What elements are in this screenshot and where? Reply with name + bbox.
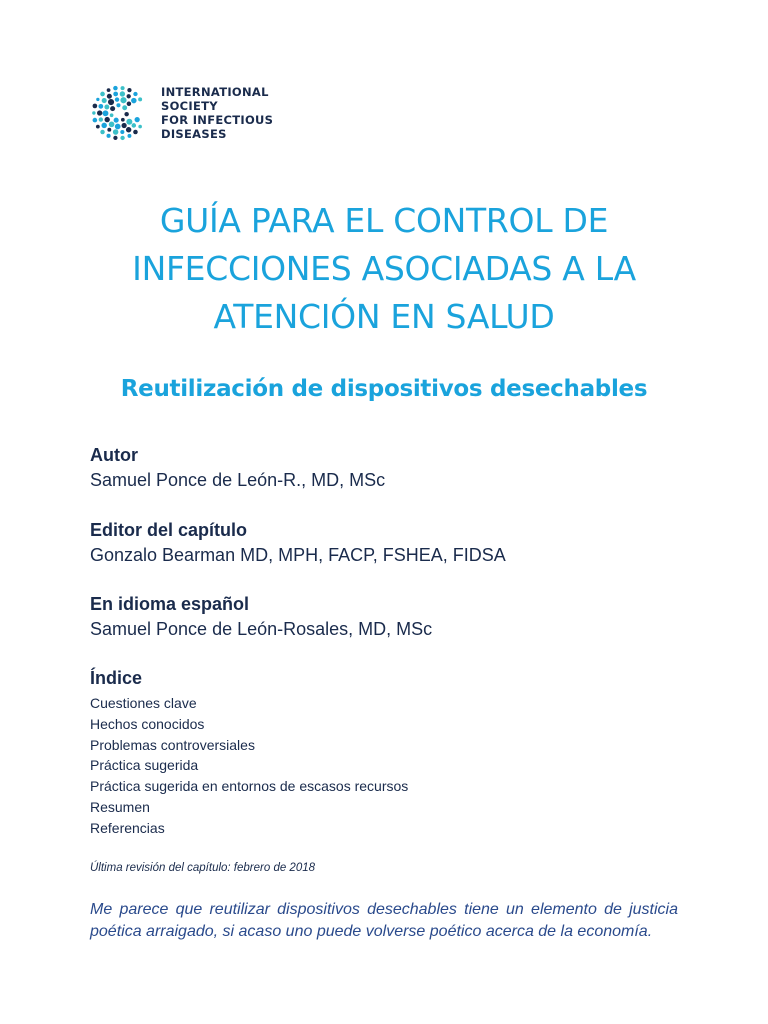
index-item: Problemas controversiales bbox=[90, 736, 255, 753]
logo-dot bbox=[122, 105, 127, 110]
spanish-value: Samuel Ponce de León-Rosales, MD, MSc bbox=[90, 619, 433, 639]
logo-dot bbox=[132, 123, 137, 128]
logo-dot bbox=[113, 136, 117, 140]
logo-dot bbox=[92, 111, 95, 114]
logo-dot bbox=[116, 103, 120, 107]
logo-dot bbox=[107, 128, 111, 132]
index-label: Índice bbox=[90, 668, 143, 688]
logo-dot bbox=[138, 125, 142, 129]
logo-dot bbox=[120, 136, 124, 140]
logo-dot bbox=[127, 102, 132, 107]
logo-dot bbox=[109, 122, 115, 128]
editor-value: Gonzalo Bearman MD, MPH, FACP, FSHEA, FIDSA bbox=[90, 545, 506, 565]
logo-dot bbox=[108, 99, 114, 105]
logo-dot bbox=[102, 110, 108, 116]
logo-dot bbox=[93, 104, 98, 109]
logo-dot bbox=[104, 105, 109, 110]
logo-dot bbox=[97, 110, 102, 115]
isid-dots-logo-icon bbox=[90, 84, 148, 142]
logo-dot bbox=[107, 94, 112, 99]
logo-dot bbox=[133, 92, 137, 96]
document-title bbox=[40, 197, 728, 341]
logo-dot bbox=[93, 118, 98, 123]
logo-dot bbox=[127, 88, 131, 92]
isid-logo bbox=[90, 84, 273, 142]
logo-line-3: FOR INFECTIOUS bbox=[161, 113, 274, 127]
logo-dot bbox=[121, 86, 125, 90]
logo-dot bbox=[107, 134, 111, 138]
logo-dot bbox=[110, 113, 114, 117]
logo-dot bbox=[135, 117, 140, 122]
author-value: Samuel Ponce de León-R., MD, MSc bbox=[90, 470, 386, 490]
logo-dot bbox=[105, 117, 110, 122]
author-label: Autor bbox=[90, 445, 138, 465]
logo-dot bbox=[121, 118, 125, 122]
logo-dot bbox=[100, 130, 104, 134]
logo-dot bbox=[102, 98, 107, 103]
logo-dot bbox=[110, 106, 115, 111]
index-list bbox=[90, 693, 690, 839]
title-line-3: ATENCIÓN EN SALUD bbox=[213, 297, 555, 336]
logo-dot bbox=[138, 97, 142, 101]
logo-dot bbox=[99, 117, 103, 121]
logo-dot bbox=[127, 134, 131, 138]
logo-dot bbox=[96, 125, 100, 129]
revision-note: Última revisión del capítulo: febrero de 2018 bbox=[90, 862, 316, 874]
index-item: Cuestiones clave bbox=[90, 695, 197, 711]
title-line-1: GUÍA PARA EL CONTROL DE bbox=[159, 201, 609, 240]
index-item: Práctica sugerida bbox=[90, 757, 199, 774]
logo-dot bbox=[113, 92, 118, 97]
spanish-section bbox=[90, 592, 690, 642]
logo-dot bbox=[126, 127, 131, 132]
logo-line-1: INTERNATIONAL bbox=[161, 85, 269, 99]
index-item: Práctica sugerida en entornos de escasos recursos bbox=[90, 778, 409, 795]
editor-label: Editor del capítulo bbox=[90, 520, 248, 540]
index-item: Resumen bbox=[90, 798, 150, 815]
logo-dot bbox=[120, 91, 125, 96]
logo-dot bbox=[115, 124, 121, 130]
logo-dot bbox=[115, 97, 119, 101]
logo-dot bbox=[120, 130, 124, 134]
editor-section bbox=[90, 518, 690, 568]
logo-dot bbox=[98, 104, 103, 109]
logo-dot bbox=[113, 86, 118, 91]
document-subtitle: Reutilización de dispositivos desechables bbox=[120, 376, 648, 402]
logo-text bbox=[161, 84, 273, 141]
logo-dot bbox=[127, 94, 131, 98]
logo-dot bbox=[133, 130, 138, 135]
logo-dot bbox=[120, 97, 126, 103]
logo-line-4: DISEASES bbox=[161, 127, 227, 141]
index-section bbox=[90, 666, 690, 839]
logo-dot bbox=[131, 98, 136, 103]
logo-line-2: SOCIETY bbox=[161, 99, 218, 113]
title-line-2: INFECCIONES ASOCIADAS A LA bbox=[132, 249, 636, 288]
logo-dot bbox=[101, 123, 106, 128]
author-section bbox=[90, 443, 690, 493]
epigraph-quote: Me parece que reutilizar dispositivos desechables tiene un elemento de justicia poética arraigado, si acaso uno puede volverse poético acerca de la economía. bbox=[90, 901, 678, 940]
logo-dot bbox=[114, 118, 119, 123]
logo-dot bbox=[100, 92, 105, 97]
logo-dot bbox=[126, 119, 132, 125]
logo-dot bbox=[107, 88, 111, 92]
logo-dot bbox=[96, 98, 99, 101]
logo-dot bbox=[121, 123, 126, 128]
spanish-label: En idioma español bbox=[90, 594, 250, 614]
index-item: Referencias bbox=[90, 819, 165, 836]
logo-dot bbox=[113, 129, 119, 135]
logo-dot bbox=[124, 112, 128, 116]
index-item: Hechos conocidos bbox=[90, 715, 205, 732]
